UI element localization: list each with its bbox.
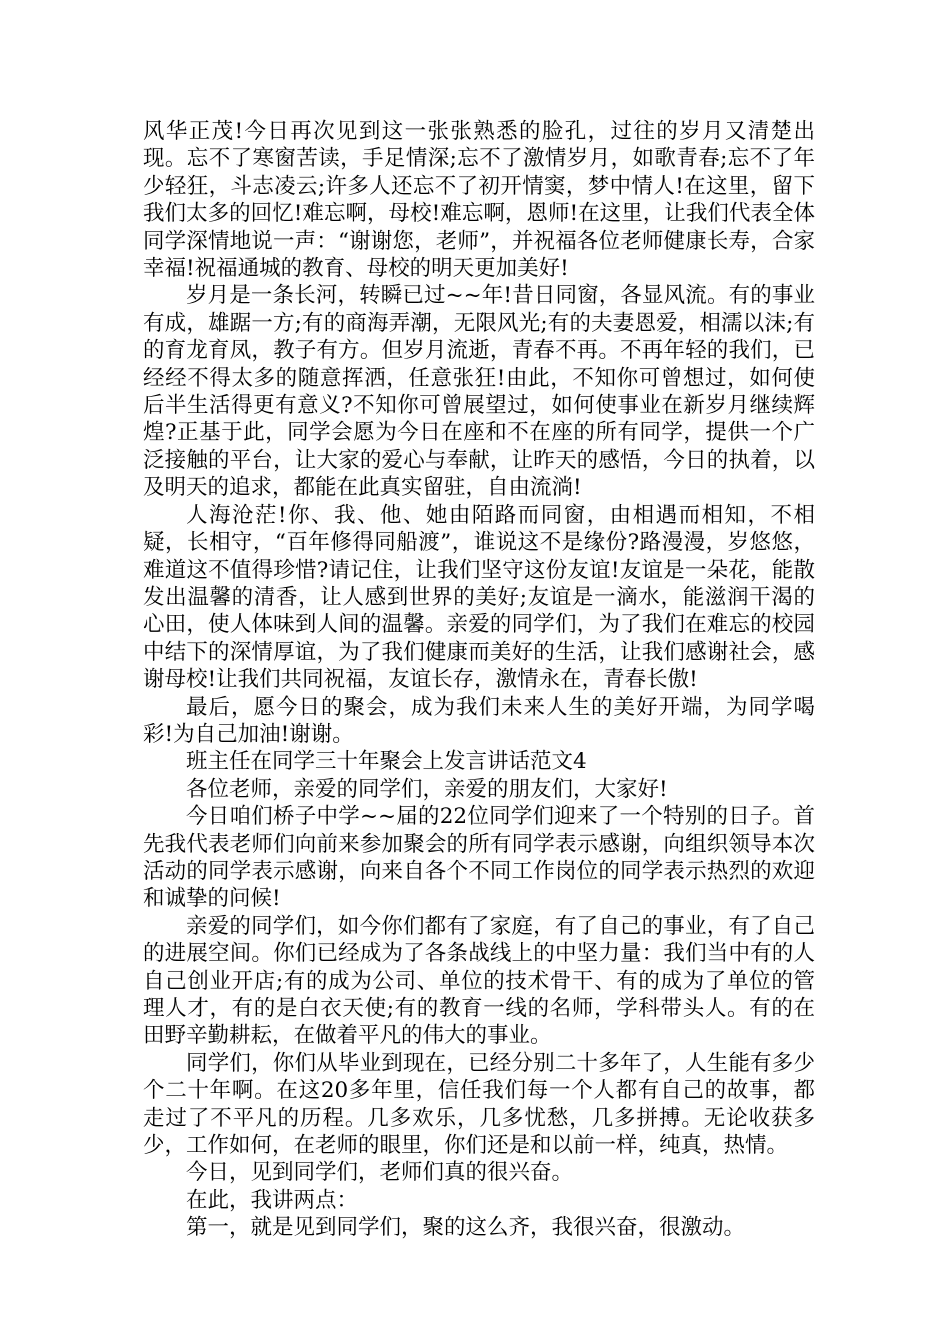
paragraph: 在此，我讲两点： [186,1187,359,1213]
section-heading: 班主任在同学三十年聚会上发言讲话范文4 [186,749,587,775]
paragraph: 今日，见到同学们，老师们真的很兴奋。 [186,1160,574,1186]
paragraph: 今日咱们桥子中学~~届的22位同学们迎来了一个特别的日子。首先我代表老师们向前来参加聚会的所有同学表示感谢，向组织领导本次活动的同学表示感谢，向来自各个不同工作岗位的同学表示热烈的欢迎和诚挚的问候! [143,804,815,912]
paragraph: 第一，就是见到同学们，聚的这么齐，我很兴奋，很激动。 [186,1215,746,1241]
paragraph: 最后，愿今日的聚会，成为我们未来人生的美好开端，为同学喝彩!为自己加油!谢谢。 [143,694,815,747]
document-body [143,118,815,1242]
paragraph: 风华正茂!今日再次见到这一张张熟悉的脸孔，过往的岁月又清楚出现。忘不了寒窗苦读，手足情深;忘不了激情岁月，如歌青春;忘不了年少轻狂，斗志凌云;许多人还忘不了初开情窦，梦中情人!在这里，留下我们太多的回忆!难忘啊，母校!难忘啊，恩师!在这里，让我们代表全体同学深情地说一声：“谢谢您，老师”，并祝福各位老师健康长寿，合家幸福!祝福通城的教育、母校的明天更加美好! [143,119,815,282]
paragraph: 同学们，你们从毕业到现在，已经分别二十多年了，人生能有多少个二十年啊。在这20多年里，信任我们每一个人都有自己的故事，都走过了不平凡的历程。几多欢乐，几多忧愁，几多拼搏。无论收获多少，工作如何，在老师的眼里，你们还是和以前一样，纯真，热情。 [143,1050,815,1159]
paragraph: 亲爱的同学们，如今你们都有了家庭，有了自己的事业，有了自己的进展空间。你们已经成为了各条战线上的中坚力量：我们当中有的人自己创业开店;有的成为公司、单位的技术骨干、有的成为了单位的管理人才，有的是白衣天使;有的教育一线的名师，学科带头人。有的在田野辛勤耕耘，在做着平凡的伟大的事业。 [143,913,815,1049]
paragraph: 岁月是一条长河，转瞬已过~~年!昔日同窗，各显风流。有的事业有成，雄踞一方;有的商海弄潮，无限风光;有的夫妻恩爱，相濡以沫;有的育龙育凤，教子有方。但岁月流逝，青春不再。不再年轻的我们，已经经不得太多的随意挥洒，任意张狂!由此，不知你可曾想过，如何使后半生活得更有意义?不知你可曾展望过，如何使事业在新岁月继续辉煌?正基于此，同学会愿为今日在座和不在座的所有同学，提供一个广泛接触的平台，让大家的爱心与奉献，让昨天的感悟，今日的执着，以及明天的追求，都能在此真实留驻，自由流淌! [143,283,815,501]
paragraph: 人海沧茫!你、我、他、她由陌路而同窗，由相遇而相知，不相疑，长相守，“百年修得同船渡”，谁说这不是缘份?路漫漫，岁悠悠，难道这不值得珍惜?请记住，让我们坚守这份友谊!友谊是一朵花，能散发出温馨的清香，让人感到世界的美好;友谊是一滴水，能滋润干渴的心田，使人体味到人间的温馨。亲爱的同学们，为了我们在难忘的校园中结下的深情厚谊，为了我们健康而美好的生活，让我们感谢社会，感谢母校!让我们共同祝福，友谊长存，激情永在，青春长傲! [143,502,815,693]
salutation: 各位老师，亲爱的同学们，亲爱的朋友们，大家好! [186,776,668,802]
